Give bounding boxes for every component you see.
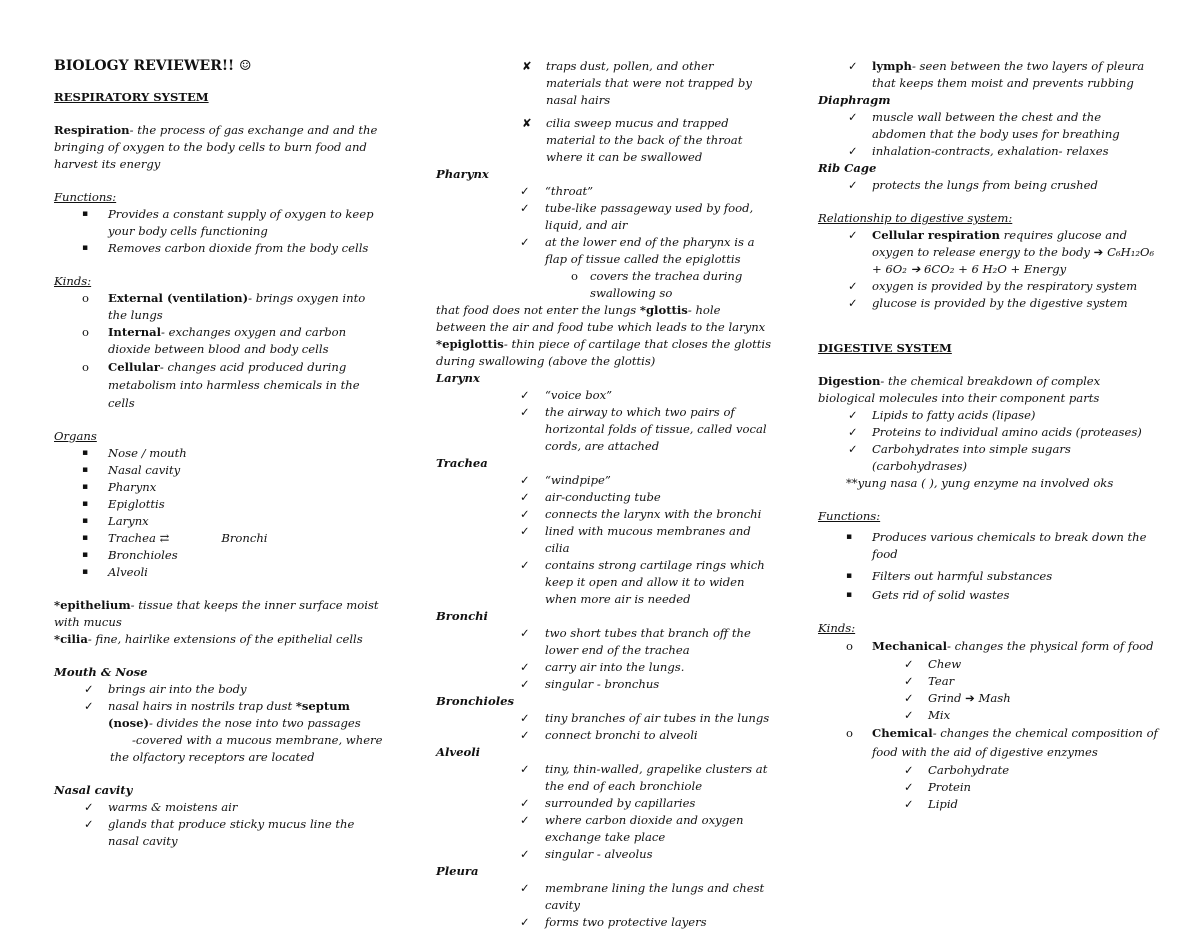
cilia-note: *cilia- fine, hairlike extensions of the epithelial cells [54, 632, 363, 646]
list-item: ✓ tiny, thin-walled, grapelike clusters at the end of each bronchiole [520, 762, 768, 793]
respiration-definition: Respiration- the process of gas exchange and and the bringing of oxygen to the body cells to burn food and harvest its energy [54, 123, 378, 171]
square-bullet-icon: ▪ [82, 533, 89, 543]
check-icon: ✓ [848, 425, 858, 439]
check-icon: ✓ [848, 228, 858, 242]
functions-heading: Functions: [54, 190, 117, 204]
list-item: ✓ Grind ➔ Mash [904, 691, 1011, 705]
list-item: ✓ Mix [904, 708, 951, 722]
check-icon: ✓ [520, 915, 530, 929]
bronchi-heading: Bronchi [436, 609, 488, 623]
list-item: ✓ “throat” [520, 184, 594, 198]
circle-bullet-icon: o [571, 269, 578, 283]
check-icon: ✓ [848, 296, 858, 310]
list-item: ✓ oxygen is provided by the respiratory system [848, 279, 1138, 293]
mouth-nose-heading: Mouth & Nose [54, 665, 148, 679]
list-item: ✓ at the lower end of the pharynx is a flap of tissue called the epiglottis [520, 235, 755, 266]
double-arrow-icon: ⇄ [159, 531, 170, 545]
check-icon: ✓ [84, 682, 94, 696]
square-bullet-icon: ▪ [82, 448, 89, 458]
square-bullet-icon: ▪ [82, 499, 89, 509]
section-heading-digestive: DIGESTIVE SYSTEM [818, 341, 952, 355]
check-icon: ✓ [520, 626, 530, 640]
check-icon: ✓ [848, 408, 858, 422]
check-icon: ✓ [904, 657, 914, 671]
list-item: ✓ membrane lining the lungs and chest cavity [520, 881, 765, 912]
list-item: ✓ connects the larynx with the bronchi [520, 507, 762, 521]
check-icon: ✓ [520, 728, 530, 742]
kinds-heading: Kinds: [54, 274, 92, 288]
check-icon: ✓ [520, 762, 530, 776]
check-icon: ✓ [848, 110, 858, 124]
check-icon: ✓ [904, 797, 914, 811]
list-item: ✓ the airway to which two pairs of horizontal folds of tissue, called vocal cords, are attached [520, 405, 767, 453]
check-icon: ✓ [520, 235, 530, 249]
check-icon: ✓ [520, 558, 530, 572]
list-item: ✓ singular - bronchus [520, 677, 660, 691]
square-bullet-icon: ▪ [846, 590, 853, 600]
list-item: o Cellular- changes acid produced during metabolism into harmless chemicals in the cells [82, 360, 360, 410]
list-item: ✘ traps dust, pollen, and other materials that were not trapped by nasal hairs [522, 59, 752, 107]
relationship-heading: Relationship to digestive system: [818, 211, 1013, 225]
list-item: ✓ connect bronchi to alveoli [520, 728, 698, 742]
septum-subnote: -covered with a mucous membrane, where the olfactory receptors are located [110, 733, 383, 764]
list-item: ✓ warms & moistens air [84, 800, 238, 814]
check-icon: ✓ [520, 405, 530, 419]
square-bullet-icon: ▪ [82, 516, 89, 526]
column-1 [54, 58, 384, 850]
check-icon: ✓ [520, 490, 530, 504]
list-item: ▪ Larynx [82, 514, 149, 528]
list-item: ✓ “voice box” [520, 388, 613, 402]
list-item: ✓ singular - alveolus [520, 847, 653, 861]
check-icon: ✓ [520, 711, 530, 725]
list-item: ✓ forms two protective layers [520, 915, 707, 929]
check-icon: ✓ [904, 708, 914, 722]
check-icon: ✓ [848, 178, 858, 192]
check-icon: ✓ [848, 279, 858, 293]
list-item: o Internal- exchanges oxygen and carbon dioxide between blood and body cells [82, 325, 347, 356]
larynx-heading: Larynx [436, 371, 480, 385]
list-item: o External (ventilation)- brings oxygen into the lungs [82, 291, 366, 322]
check-icon: ✓ [520, 847, 530, 861]
square-bullet-icon: ▪ [82, 550, 89, 560]
check-icon: ✓ [848, 442, 858, 456]
diaphragm-heading: Diaphragm [818, 93, 891, 107]
list-item: ✓ Lipids to fatty acids (lipase) [848, 408, 1036, 422]
list-item: ✓ tube-like passageway used by food, liquid, and air [520, 201, 754, 232]
list-item: o Mechanical- changes the physical form of food [818, 637, 1158, 656]
check-icon: ✓ [84, 800, 94, 814]
check-icon: ✓ [520, 507, 530, 521]
list-item: ✓ muscle wall between the chest and the abdomen that the body uses for breathing [848, 110, 1120, 141]
list-item: ✘ cilia sweep mucus and trapped material to the back of the throat where it can be swallowed [522, 116, 743, 164]
section-heading-respiratory: RESPIRATORY SYSTEM [54, 90, 209, 104]
pleura-heading: Pleura [436, 864, 479, 878]
nasal-cavity-heading: Nasal cavity [54, 783, 133, 797]
check-icon: ✓ [84, 699, 94, 713]
alveoli-heading: Alveoli [436, 745, 481, 759]
check-icon: ✓ [520, 796, 530, 810]
check-icon: ✓ [520, 677, 530, 691]
list-item: ▪ Epiglottis [82, 497, 165, 511]
list-item: ✓ Tear [904, 674, 955, 688]
list-item: ▪ Filters out harmful substances [846, 569, 1053, 583]
organs-heading: Organs [54, 429, 97, 443]
list-item: ✓ where carbon dioxide and oxygen exchange take place [520, 813, 744, 844]
list-item: ✓ Carbohydrates into simple sugars (carbohydrases) [848, 442, 1071, 473]
page-title: BIOLOGY REVIEWER!! ☺ [54, 58, 252, 74]
list-item: ▪ Provides a constant supply of oxygen to keep your body cells functioning [82, 207, 374, 238]
list-item: ▪ Alveoli [82, 565, 148, 579]
circle-bullet-icon: o [846, 639, 853, 653]
list-item: ▪ Nasal cavity [82, 463, 181, 477]
x-mark-icon: ✘ [522, 59, 532, 73]
check-icon: ✓ [904, 780, 914, 794]
list-item: o covers the trachea during swallowing so [571, 269, 743, 300]
circle-bullet-icon: o [82, 360, 89, 374]
list-item: ▪ Produces various chemicals to break down the food [846, 530, 1147, 561]
list-item: ✓ Lipid [904, 797, 958, 811]
check-icon: ✓ [904, 763, 914, 777]
digestion-definition: Digestion- the chemical breakdown of complex biological molecules into their component parts [818, 374, 1101, 405]
list-item: ✓ Proteins to individual amino acids (proteases) [848, 425, 1142, 439]
square-bullet-icon: ▪ [82, 482, 89, 492]
list-item: ✓ nasal hairs in nostrils trap dust *septum (nose)- divides the nose into two passages [84, 699, 361, 730]
circle-bullet-icon: o [82, 325, 89, 339]
square-bullet-icon: ▪ [82, 243, 89, 253]
list-item: ✓ carry air into the lungs. [520, 660, 685, 674]
list-item: ▪ Gets rid of solid wastes [846, 588, 1010, 602]
square-bullet-icon: ▪ [82, 567, 89, 577]
list-item: ✓ Cellular respiration requires glucose and oxygen to release energy to the body ➔ C₆H₁₂O₆ + 6O₂ ➔ 6CO₂ + 6 H₂O + Energy [848, 228, 1155, 276]
list-item: ✓ brings air into the body [84, 682, 247, 696]
epiglottis-note: *epiglottis- thin piece of cartilage that closes the glottis during swallowing (above the glottis) [436, 337, 772, 368]
list-item: ✓ Chew [904, 657, 962, 671]
kinds-heading: Kinds: [818, 621, 856, 635]
glottis-note: that food does not enter the lungs *glottis- hole between the air and food tube which leads to the larynx [436, 303, 766, 334]
functions-heading: Functions: [818, 509, 881, 523]
circle-bullet-icon: o [846, 726, 853, 740]
list-item: o Chemical- changes the chemical composition of food with the aid of digestive enzymes [846, 726, 1158, 759]
list-item: ✓ surrounded by capillaries [520, 796, 696, 810]
list-item: ▪ Bronchioles [82, 548, 178, 562]
list-item: ▪ Removes carbon dioxide from the body cells [82, 241, 369, 255]
check-icon: ✓ [848, 59, 858, 73]
column-3 [818, 58, 1158, 813]
list-item: ✓ protects the lungs from being crushed [848, 178, 1098, 192]
square-bullet-icon: ▪ [846, 571, 853, 581]
check-icon: ✓ [848, 144, 858, 158]
check-icon: ✓ [520, 881, 530, 895]
check-icon: ✓ [84, 817, 94, 831]
bronchioles-heading: Bronchioles [436, 694, 515, 708]
check-icon: ✓ [520, 201, 530, 215]
list-item: ▪ Pharynx [82, 480, 157, 494]
check-icon: ✓ [520, 388, 530, 402]
list-item: ✓ glucose is provided by the digestive system [848, 296, 1128, 310]
check-icon: ✓ [520, 184, 530, 198]
epithelium-note: *epithelium- tissue that keeps the inner surface moist with mucus [54, 598, 379, 629]
check-icon: ✓ [520, 813, 530, 827]
x-mark-icon: ✘ [522, 116, 532, 130]
square-bullet-icon: ▪ [846, 532, 853, 542]
list-item: ✓ air-conducting tube [520, 490, 661, 504]
check-icon: ✓ [904, 674, 914, 688]
circle-bullet-icon: o [82, 291, 89, 305]
list-item: ✓ inhalation-contracts, exhalation- relaxes [848, 144, 1109, 158]
list-item: ✓ contains strong cartilage rings which keep it open and allow it to widen when more air is needed [520, 558, 765, 606]
square-bullet-icon: ▪ [82, 465, 89, 475]
arrow-circle-icon: ➔ [965, 691, 975, 705]
rib-cage-heading: Rib Cage [818, 161, 877, 175]
check-icon: ✓ [520, 524, 530, 538]
digestion-note: **yung nasa ( ), yung enzyme na involved oks [846, 476, 1114, 490]
check-icon: ✓ [520, 660, 530, 674]
trachea-heading: Trachea [436, 456, 488, 470]
square-bullet-icon: ▪ [82, 209, 89, 219]
pharynx-heading: Pharynx [436, 167, 489, 181]
list-item: ✓ two short tubes that branch off the lower end of the trachea [520, 626, 751, 657]
list-item: ▪ Trachea ⇄ Bronchi [82, 531, 268, 545]
list-item: ✓ Carbohydrate [904, 763, 1010, 777]
list-item: ✓ lined with mucous membranes and cilia [520, 524, 751, 555]
list-item: ✓ “windpipe” [520, 473, 611, 487]
column-2 [436, 58, 772, 931]
check-icon: ✓ [904, 691, 914, 705]
list-item: ▪ Nose / mouth [82, 446, 187, 460]
check-icon: ✓ [520, 473, 530, 487]
list-item: ✓ tiny branches of air tubes in the lungs [520, 711, 770, 725]
list-item: ✓ glands that produce sticky mucus line the nasal cavity [84, 817, 355, 848]
list-item: ✓ Protein [904, 780, 972, 794]
arrow-circle-icon: ➔ [1093, 245, 1104, 259]
list-item: ✓ lymph- seen between the two layers of pleura that keeps them moist and prevents rubbing [848, 59, 1145, 90]
